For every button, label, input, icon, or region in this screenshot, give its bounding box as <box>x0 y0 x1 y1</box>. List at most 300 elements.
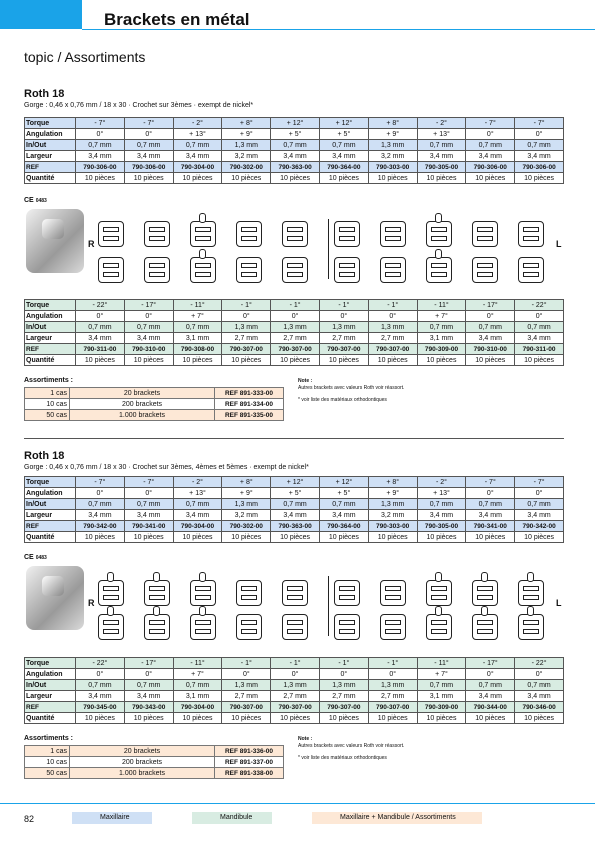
right-side-label: R <box>88 598 95 608</box>
row-label: Angulation <box>25 669 76 680</box>
table-cell: 790-306-00 <box>515 162 564 173</box>
table-cell: 0° <box>466 129 515 140</box>
table-cell: 0° <box>124 129 173 140</box>
page-footer <box>0 803 595 845</box>
table-cell: - 11° <box>417 300 466 311</box>
bracket-drawing <box>380 221 406 247</box>
table-cell: 10 pièces <box>368 532 417 543</box>
bracket-drawing <box>472 221 498 247</box>
table-cell: 3,4 mm <box>417 151 466 162</box>
bracket-drawing <box>190 257 216 283</box>
table-cell: + 7° <box>417 669 466 680</box>
table-cell: - 22° <box>515 300 564 311</box>
table-cell: - 2° <box>417 118 466 129</box>
table-cell: 10 pièces <box>417 355 466 366</box>
assortment-ref: REF 891-336-00 <box>215 746 284 757</box>
table-cell: 3,2 mm <box>368 151 417 162</box>
assortment-row <box>25 388 284 399</box>
header-accent-block <box>0 0 82 29</box>
table-cell: 3,4 mm <box>515 510 564 521</box>
bracket-drawing <box>380 257 406 283</box>
table-cell: 0° <box>515 488 564 499</box>
maxillary-spec-table <box>24 117 564 184</box>
table-cell: 790-304-00 <box>173 521 222 532</box>
bracket-drawing <box>98 614 124 640</box>
table-cell: 3,4 mm <box>124 691 173 702</box>
bracket-drawing <box>236 257 262 283</box>
table-cell: 3,4 mm <box>173 151 222 162</box>
table-cell: 1,3 mm <box>222 322 271 333</box>
table-cell: 1,3 mm <box>271 322 320 333</box>
bracket-drawing <box>236 580 262 606</box>
assortment-row <box>25 746 284 757</box>
table-cell: 1,3 mm <box>222 499 271 510</box>
table-cell: 0° <box>271 311 320 322</box>
table-cell: 10 pièces <box>76 355 125 366</box>
table-cell: 790-307-00 <box>222 344 271 355</box>
row-label: In/Out <box>25 499 76 510</box>
table-cell: 0,7 mm <box>124 499 173 510</box>
table-cell: - 7° <box>515 477 564 488</box>
table-cell: 10 pièces <box>222 532 271 543</box>
table-cell: 10 pièces <box>222 355 271 366</box>
table-cell: - 17° <box>466 300 515 311</box>
table-cell: 3,4 mm <box>124 510 173 521</box>
table-row <box>25 322 564 333</box>
table-cell: 0,7 mm <box>319 140 368 151</box>
bracket-hook <box>107 606 114 616</box>
table-cell: 0,7 mm <box>124 680 173 691</box>
row-label: In/Out <box>25 140 76 151</box>
row-label: Largeur <box>25 691 76 702</box>
bracket-drawing <box>144 257 170 283</box>
table-cell: 0° <box>515 669 564 680</box>
bracket-hook <box>199 606 206 616</box>
assortment-qty: 200 brackets <box>70 757 215 768</box>
table-cell: 790-343-00 <box>124 702 173 713</box>
table-row <box>25 669 564 680</box>
assortment-ref: REF 891-337-00 <box>215 757 284 768</box>
table-cell: 10 pièces <box>515 713 564 724</box>
table-cell: 10 pièces <box>368 355 417 366</box>
table-cell: 10 pièces <box>466 532 515 543</box>
assortment-cas: 1 cas <box>25 388 70 399</box>
assortment-ref: REF 891-338-00 <box>215 768 284 779</box>
table-cell: 790-307-00 <box>222 702 271 713</box>
table-cell: 0° <box>76 488 125 499</box>
assortment-qty: 20 brackets <box>70 746 215 757</box>
table-cell: 10 pièces <box>417 713 466 724</box>
bracket-drawing <box>334 257 360 283</box>
table-cell: 0° <box>368 669 417 680</box>
assortment-cas: 10 cas <box>25 399 70 410</box>
bracket-drawing <box>380 614 406 640</box>
bracket-hook <box>435 249 442 259</box>
table-cell: 790-311-00 <box>76 344 125 355</box>
table-cell: 10 pièces <box>173 532 222 543</box>
table-cell: + 5° <box>319 129 368 140</box>
table-cell: + 8° <box>368 118 417 129</box>
row-label: Angulation <box>25 129 76 140</box>
table-cell: 790-307-00 <box>319 702 368 713</box>
table-cell: - 11° <box>173 300 222 311</box>
row-label: Largeur <box>25 333 76 344</box>
row-label: Largeur <box>25 510 76 521</box>
table-cell: 10 pièces <box>368 713 417 724</box>
table-cell: 0° <box>271 669 320 680</box>
table-cell: 10 pièces <box>124 532 173 543</box>
table-cell: 10 pièces <box>124 355 173 366</box>
table-cell: 790-303-00 <box>368 162 417 173</box>
table-cell: + 9° <box>368 488 417 499</box>
bracket-hook <box>435 606 442 616</box>
table-cell: + 12° <box>319 118 368 129</box>
note-text: Autres brackets avec valeurs Roth voir réassort. <box>298 385 405 391</box>
table-cell: 0° <box>124 669 173 680</box>
bracket-drawing <box>144 614 170 640</box>
bracket-drawing <box>426 257 452 283</box>
table-cell: 790-309-00 <box>417 702 466 713</box>
table-cell: 0° <box>76 669 125 680</box>
table-cell: 0,7 mm <box>466 140 515 151</box>
row-label: REF <box>25 344 76 355</box>
assortment-cas: 50 cas <box>25 410 70 421</box>
assortment-row <box>25 757 284 768</box>
table-cell: 3,1 mm <box>417 691 466 702</box>
table-cell: + 7° <box>173 311 222 322</box>
bracket-drawing <box>144 221 170 247</box>
table-cell: 0,7 mm <box>515 322 564 333</box>
table-cell: - 17° <box>466 658 515 669</box>
table-cell: 3,4 mm <box>76 510 125 521</box>
assortment-qty: 20 brackets <box>70 388 215 399</box>
table-cell: 0° <box>515 129 564 140</box>
assortment-qty: 200 brackets <box>70 399 215 410</box>
assortment-row <box>25 768 284 779</box>
maxillary-spec-table <box>24 476 564 543</box>
bracket-illustrations <box>24 554 564 644</box>
table-cell: + 9° <box>222 129 271 140</box>
table-row <box>25 499 564 510</box>
table-cell: - 2° <box>173 118 222 129</box>
table-cell: 3,4 mm <box>173 510 222 521</box>
table-cell: 10 pièces <box>271 173 320 184</box>
table-cell: 10 pièces <box>466 713 515 724</box>
table-cell: 0° <box>466 488 515 499</box>
table-cell: - 1° <box>368 658 417 669</box>
table-cell: 0° <box>222 669 271 680</box>
bracket-illustrations <box>24 197 564 287</box>
table-cell: - 7° <box>124 118 173 129</box>
table-cell: 0,7 mm <box>271 499 320 510</box>
section-divider <box>24 438 564 439</box>
table-cell: 3,2 mm <box>222 151 271 162</box>
bracket-hook <box>107 572 114 582</box>
table-cell: 10 pièces <box>466 355 515 366</box>
legend-mandibule: Mandibule <box>220 814 253 821</box>
section-description: Gorge : 0,46 x 0,76 mm / 18 x 30 · Crochet sur 3èmes, 4èmes et 5èmes · exempt de nickel* <box>24 464 309 471</box>
assortment-title: Assortiments : <box>24 735 74 742</box>
table-cell: 10 pièces <box>319 532 368 543</box>
row-label: In/Out <box>25 680 76 691</box>
table-row <box>25 680 564 691</box>
section-description: Gorge : 0,46 x 0,76 mm / 18 x 30 · Crochet sur 3èmes · exempt de nickel* <box>24 102 254 109</box>
page-subtitle: topic / Assortiments <box>24 49 146 65</box>
table-cell: 790-307-00 <box>319 344 368 355</box>
table-cell: 2,7 mm <box>368 333 417 344</box>
table-cell: 2,7 mm <box>368 691 417 702</box>
table-cell: 0° <box>222 311 271 322</box>
table-cell: 2,7 mm <box>319 691 368 702</box>
table-cell: 790-306-00 <box>76 162 125 173</box>
row-label: Largeur <box>25 151 76 162</box>
table-cell: 10 pièces <box>173 713 222 724</box>
bracket-hook <box>527 606 534 616</box>
table-cell: 3,2 mm <box>368 510 417 521</box>
table-cell: 3,4 mm <box>515 691 564 702</box>
table-cell: 0,7 mm <box>124 322 173 333</box>
table-cell: 790-364-00 <box>319 521 368 532</box>
table-cell: 790-344-00 <box>466 702 515 713</box>
table-cell: - 1° <box>222 300 271 311</box>
table-cell: 790-342-00 <box>76 521 125 532</box>
table-cell: 0,7 mm <box>173 499 222 510</box>
section-title: Roth 18 <box>24 450 65 462</box>
table-cell: 3,4 mm <box>466 333 515 344</box>
table-cell: 3,4 mm <box>319 151 368 162</box>
table-cell: 10 pièces <box>76 532 125 543</box>
bracket-hook <box>199 572 206 582</box>
mandibular-spec-table <box>24 299 564 366</box>
row-label: In/Out <box>25 322 76 333</box>
table-cell: 10 pièces <box>368 173 417 184</box>
table-cell: 0° <box>124 311 173 322</box>
bracket-drawing <box>282 221 308 247</box>
table-cell: - 1° <box>319 300 368 311</box>
assortment-block <box>24 377 284 421</box>
assortment-row <box>25 410 284 421</box>
table-cell: - 22° <box>515 658 564 669</box>
bracket-hook <box>435 213 442 223</box>
table-row <box>25 355 564 366</box>
table-cell: 790-363-00 <box>271 521 320 532</box>
table-cell: 2,7 mm <box>222 691 271 702</box>
table-cell: - 7° <box>466 118 515 129</box>
bracket-drawing <box>334 614 360 640</box>
table-cell: 0,7 mm <box>515 140 564 151</box>
assortment-ref: REF 891-333-00 <box>215 388 284 399</box>
table-row <box>25 691 564 702</box>
table-cell: 10 pièces <box>222 173 271 184</box>
table-cell: 0,7 mm <box>319 499 368 510</box>
bracket-drawing <box>282 580 308 606</box>
table-row <box>25 118 564 129</box>
bracket-drawing <box>518 221 544 247</box>
note-block <box>298 736 404 762</box>
assortment-title: Assortiments : <box>24 377 74 384</box>
legend-assortiments: Maxillaire + Mandibule / Assortiments <box>340 814 456 821</box>
assortment-table <box>24 745 284 779</box>
table-row <box>25 333 564 344</box>
table-cell: 0,7 mm <box>271 140 320 151</box>
table-cell: - 2° <box>173 477 222 488</box>
table-cell: 0° <box>466 669 515 680</box>
table-row <box>25 344 564 355</box>
table-cell: 790-306-00 <box>466 162 515 173</box>
section-roth-18-a <box>24 88 564 109</box>
assortment-ref: REF 891-335-00 <box>215 410 284 421</box>
bracket-hook <box>199 249 206 259</box>
table-cell: + 13° <box>417 129 466 140</box>
table-cell: 0,7 mm <box>173 140 222 151</box>
row-label: Torque <box>25 658 76 669</box>
table-cell: 10 pièces <box>173 173 222 184</box>
table-cell: - 11° <box>417 658 466 669</box>
bracket-drawing <box>518 614 544 640</box>
bracket-drawing <box>190 580 216 606</box>
row-label: Torque <box>25 477 76 488</box>
table-cell: + 12° <box>319 477 368 488</box>
assortment-block <box>24 735 284 779</box>
table-row <box>25 658 564 669</box>
table-cell: 0° <box>368 311 417 322</box>
page-number: 82 <box>24 814 35 824</box>
table-cell: 10 pièces <box>515 355 564 366</box>
ce-mark: CE 0483 <box>24 554 47 561</box>
assortment-row <box>25 399 284 410</box>
table-cell: 790-364-00 <box>319 162 368 173</box>
table-cell: 790-341-00 <box>124 521 173 532</box>
assortment-cas: 10 cas <box>25 757 70 768</box>
table-cell: 3,4 mm <box>76 151 125 162</box>
table-cell: 0° <box>76 129 125 140</box>
table-cell: 10 pièces <box>417 532 466 543</box>
row-label: Quantité <box>25 532 76 543</box>
table-cell: - 1° <box>271 658 320 669</box>
table-cell: + 8° <box>222 118 271 129</box>
table-cell: 790-310-00 <box>466 344 515 355</box>
table-cell: 0° <box>124 488 173 499</box>
table-row <box>25 702 564 713</box>
table-cell: 10 pièces <box>515 173 564 184</box>
table-cell: 790-308-00 <box>173 344 222 355</box>
table-cell: - 17° <box>124 300 173 311</box>
bracket-drawing <box>472 257 498 283</box>
bracket-drawing <box>426 614 452 640</box>
table-cell: + 13° <box>173 488 222 499</box>
row-label: Torque <box>25 118 76 129</box>
left-side-label: L <box>556 598 562 608</box>
assortment-table <box>24 387 284 421</box>
table-cell: 1,3 mm <box>368 322 417 333</box>
table-cell: 10 pièces <box>319 355 368 366</box>
legend-maxillaire: Maxillaire <box>100 814 130 821</box>
table-cell: 0,7 mm <box>76 322 125 333</box>
table-cell: 3,1 mm <box>417 333 466 344</box>
note-title: Note : <box>298 378 313 384</box>
bracket-drawing <box>426 221 452 247</box>
table-cell: + 8° <box>368 477 417 488</box>
table-cell: - 7° <box>515 118 564 129</box>
bracket-drawing <box>190 221 216 247</box>
table-cell: 10 pièces <box>222 713 271 724</box>
bracket-drawing <box>334 221 360 247</box>
table-cell: + 5° <box>271 488 320 499</box>
table-cell: 10 pièces <box>466 173 515 184</box>
table-cell: 3,4 mm <box>515 333 564 344</box>
note-footnote: * voir liste des matériaux orthodontiques <box>298 755 387 761</box>
bracket-drawing <box>518 257 544 283</box>
bracket-drawing <box>282 257 308 283</box>
table-cell: 790-304-00 <box>173 162 222 173</box>
bracket-drawing <box>190 614 216 640</box>
table-cell: 790-309-00 <box>417 344 466 355</box>
bracket-hook <box>153 606 160 616</box>
table-cell: + 8° <box>222 477 271 488</box>
right-side-label: R <box>88 239 95 249</box>
table-cell: 3,4 mm <box>466 510 515 521</box>
table-row <box>25 300 564 311</box>
table-cell: + 5° <box>319 488 368 499</box>
table-cell: 0,7 mm <box>466 499 515 510</box>
table-cell: + 7° <box>173 669 222 680</box>
table-cell: 1,3 mm <box>271 680 320 691</box>
row-label: Angulation <box>25 311 76 322</box>
table-cell: 790-305-00 <box>417 162 466 173</box>
table-cell: 1,3 mm <box>222 680 271 691</box>
table-cell: 10 pièces <box>417 173 466 184</box>
assortment-qty: 1.000 brackets <box>70 410 215 421</box>
table-cell: - 22° <box>76 300 125 311</box>
table-cell: 3,1 mm <box>173 691 222 702</box>
table-cell: 0° <box>76 311 125 322</box>
table-cell: 0,7 mm <box>417 140 466 151</box>
table-cell: 790-304-00 <box>173 702 222 713</box>
table-cell: 3,4 mm <box>124 151 173 162</box>
table-cell: - 7° <box>76 118 125 129</box>
table-cell: 790-341-00 <box>466 521 515 532</box>
table-cell: + 5° <box>271 129 320 140</box>
bracket-drawing <box>144 580 170 606</box>
table-cell: 3,4 mm <box>417 510 466 521</box>
table-cell: 10 pièces <box>319 173 368 184</box>
mandibular-spec-table <box>24 657 564 724</box>
bracket-drawing <box>380 580 406 606</box>
table-cell: 790-363-00 <box>271 162 320 173</box>
table-cell: 10 pièces <box>76 173 125 184</box>
table-cell: 3,4 mm <box>124 333 173 344</box>
table-cell: - 7° <box>124 477 173 488</box>
table-cell: + 13° <box>417 488 466 499</box>
table-cell: - 17° <box>124 658 173 669</box>
table-row <box>25 488 564 499</box>
row-label: REF <box>25 702 76 713</box>
table-cell: 0,7 mm <box>515 499 564 510</box>
midline-divider <box>328 219 329 279</box>
row-label: Torque <box>25 300 76 311</box>
table-cell: 3,4 mm <box>466 151 515 162</box>
note-block <box>298 378 404 404</box>
table-row <box>25 510 564 521</box>
bracket-hook <box>435 572 442 582</box>
note-footnote: * voir liste des matériaux orthodontiques <box>298 397 387 403</box>
section-roth-18-b <box>24 450 564 471</box>
page-header <box>0 0 595 40</box>
bracket-drawing <box>518 580 544 606</box>
table-cell: 1,3 mm <box>222 140 271 151</box>
table-cell: 3,4 mm <box>515 151 564 162</box>
ce-mark: CE 0483 <box>24 197 47 204</box>
